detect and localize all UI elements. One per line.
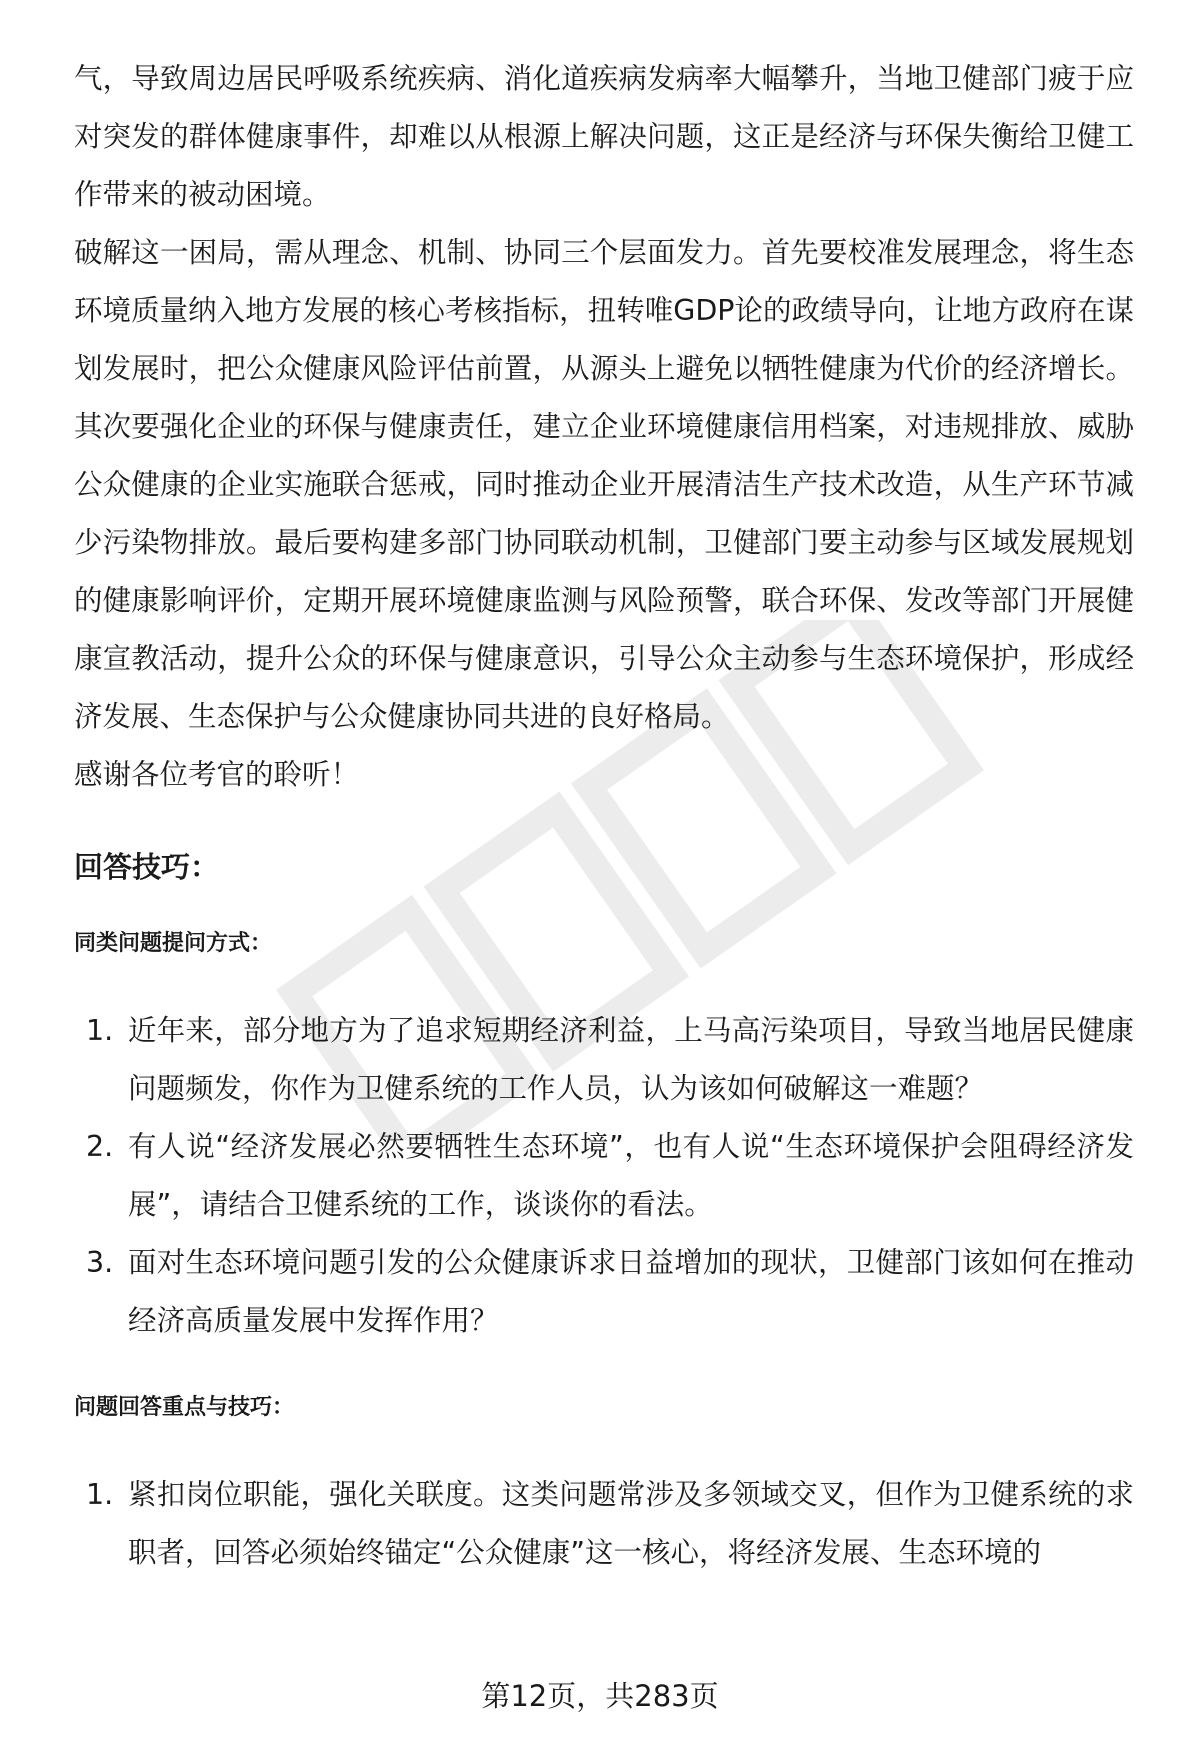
- list-item-number: 1.: [86, 1014, 114, 1047]
- list-item-number: 3.: [86, 1246, 114, 1279]
- list-item-number: 1.: [86, 1478, 114, 1511]
- list-item: [74, 1234, 1134, 1350]
- list-item-text: 近年来，部分地方为了追求短期经济利益，上马高污染项目，导致当地居民健康问题频发，你作为卫健系统的工作人员，认为该如何破解这一难题？: [128, 1014, 1134, 1105]
- list-item: [74, 1118, 1134, 1234]
- page-number-footer: 第12页，共283页: [481, 1679, 719, 1713]
- answer-tips-list: [74, 1466, 1134, 1582]
- similar-questions-heading: 同类问题提问方式：: [74, 931, 273, 956]
- list-item: [74, 1466, 1134, 1582]
- answer-tips-heading: 问题回答重点与技巧：: [74, 1395, 295, 1420]
- list-item-text: 面对生态环境问题引发的公众健康诉求日益增加的现状，卫健部门该如何在推动经济高质量发展中发挥作用？: [128, 1246, 1134, 1337]
- body-paragraph: 破解这一困局，需从理念、机制、协同三个层面发力。首先要校准发展理念，将生态环境质量纳入地方发展的核心考核指标，扭转唯GDP论的政绩导向，让地方政府在谋划发展时，把公众健康风险评估前置，从源头上避免以牺牲健康为代价的经济增长。其次要强化企业的环保与健康责任，建立企业环境健康信用档案，对违规排放、威胁公众健康的企业实施联合惩戒，同时推动企业开展清洁生产技术改造，从生产环节减少污染物排放。最后要构建多部门协同联动机制，卫健部门要主动参与区域发展规划的健康影响评价，定期开展环境健康监测与风险预警，联合环保、发改等部门开展健康宣教活动，提升公众的环保与健康意识，引导公众主动参与生态环境保护，形成经济发展、生态保护与公众健康协同共进的良好格局。: [74, 236, 1134, 733]
- list-item-number: 2.: [86, 1130, 114, 1163]
- list-item-text: 有人说“经济发展必然要牺牲生态环境”，也有人说“生态环境保护会阻碍经济发展”，请结合卫健系统的工作，谈谈你的看法。: [128, 1130, 1134, 1221]
- body-paragraph: 气，导致周边居民呼吸系统疾病、消化道疾病发病率大幅攀升，当地卫健部门疲于应对突发的群体健康事件，却难以从根源上解决问题，这正是经济与环保失衡给卫健工作带来的被动困境。: [74, 62, 1134, 211]
- list-item-text: 紧扣岗位职能，强化关联度。这类问题常涉及多领域交叉，但作为卫健系统的求职者，回答必须始终锚定“公众健康”这一核心，将经济发展、生态环境的: [128, 1478, 1134, 1569]
- main-content: [74, 50, 1134, 1582]
- closing-paragraph: 感谢各位考官的聆听！: [74, 758, 360, 791]
- list-item: [74, 1002, 1134, 1118]
- similar-questions-list: [74, 1002, 1134, 1350]
- section-title: 回答技巧：: [74, 850, 220, 884]
